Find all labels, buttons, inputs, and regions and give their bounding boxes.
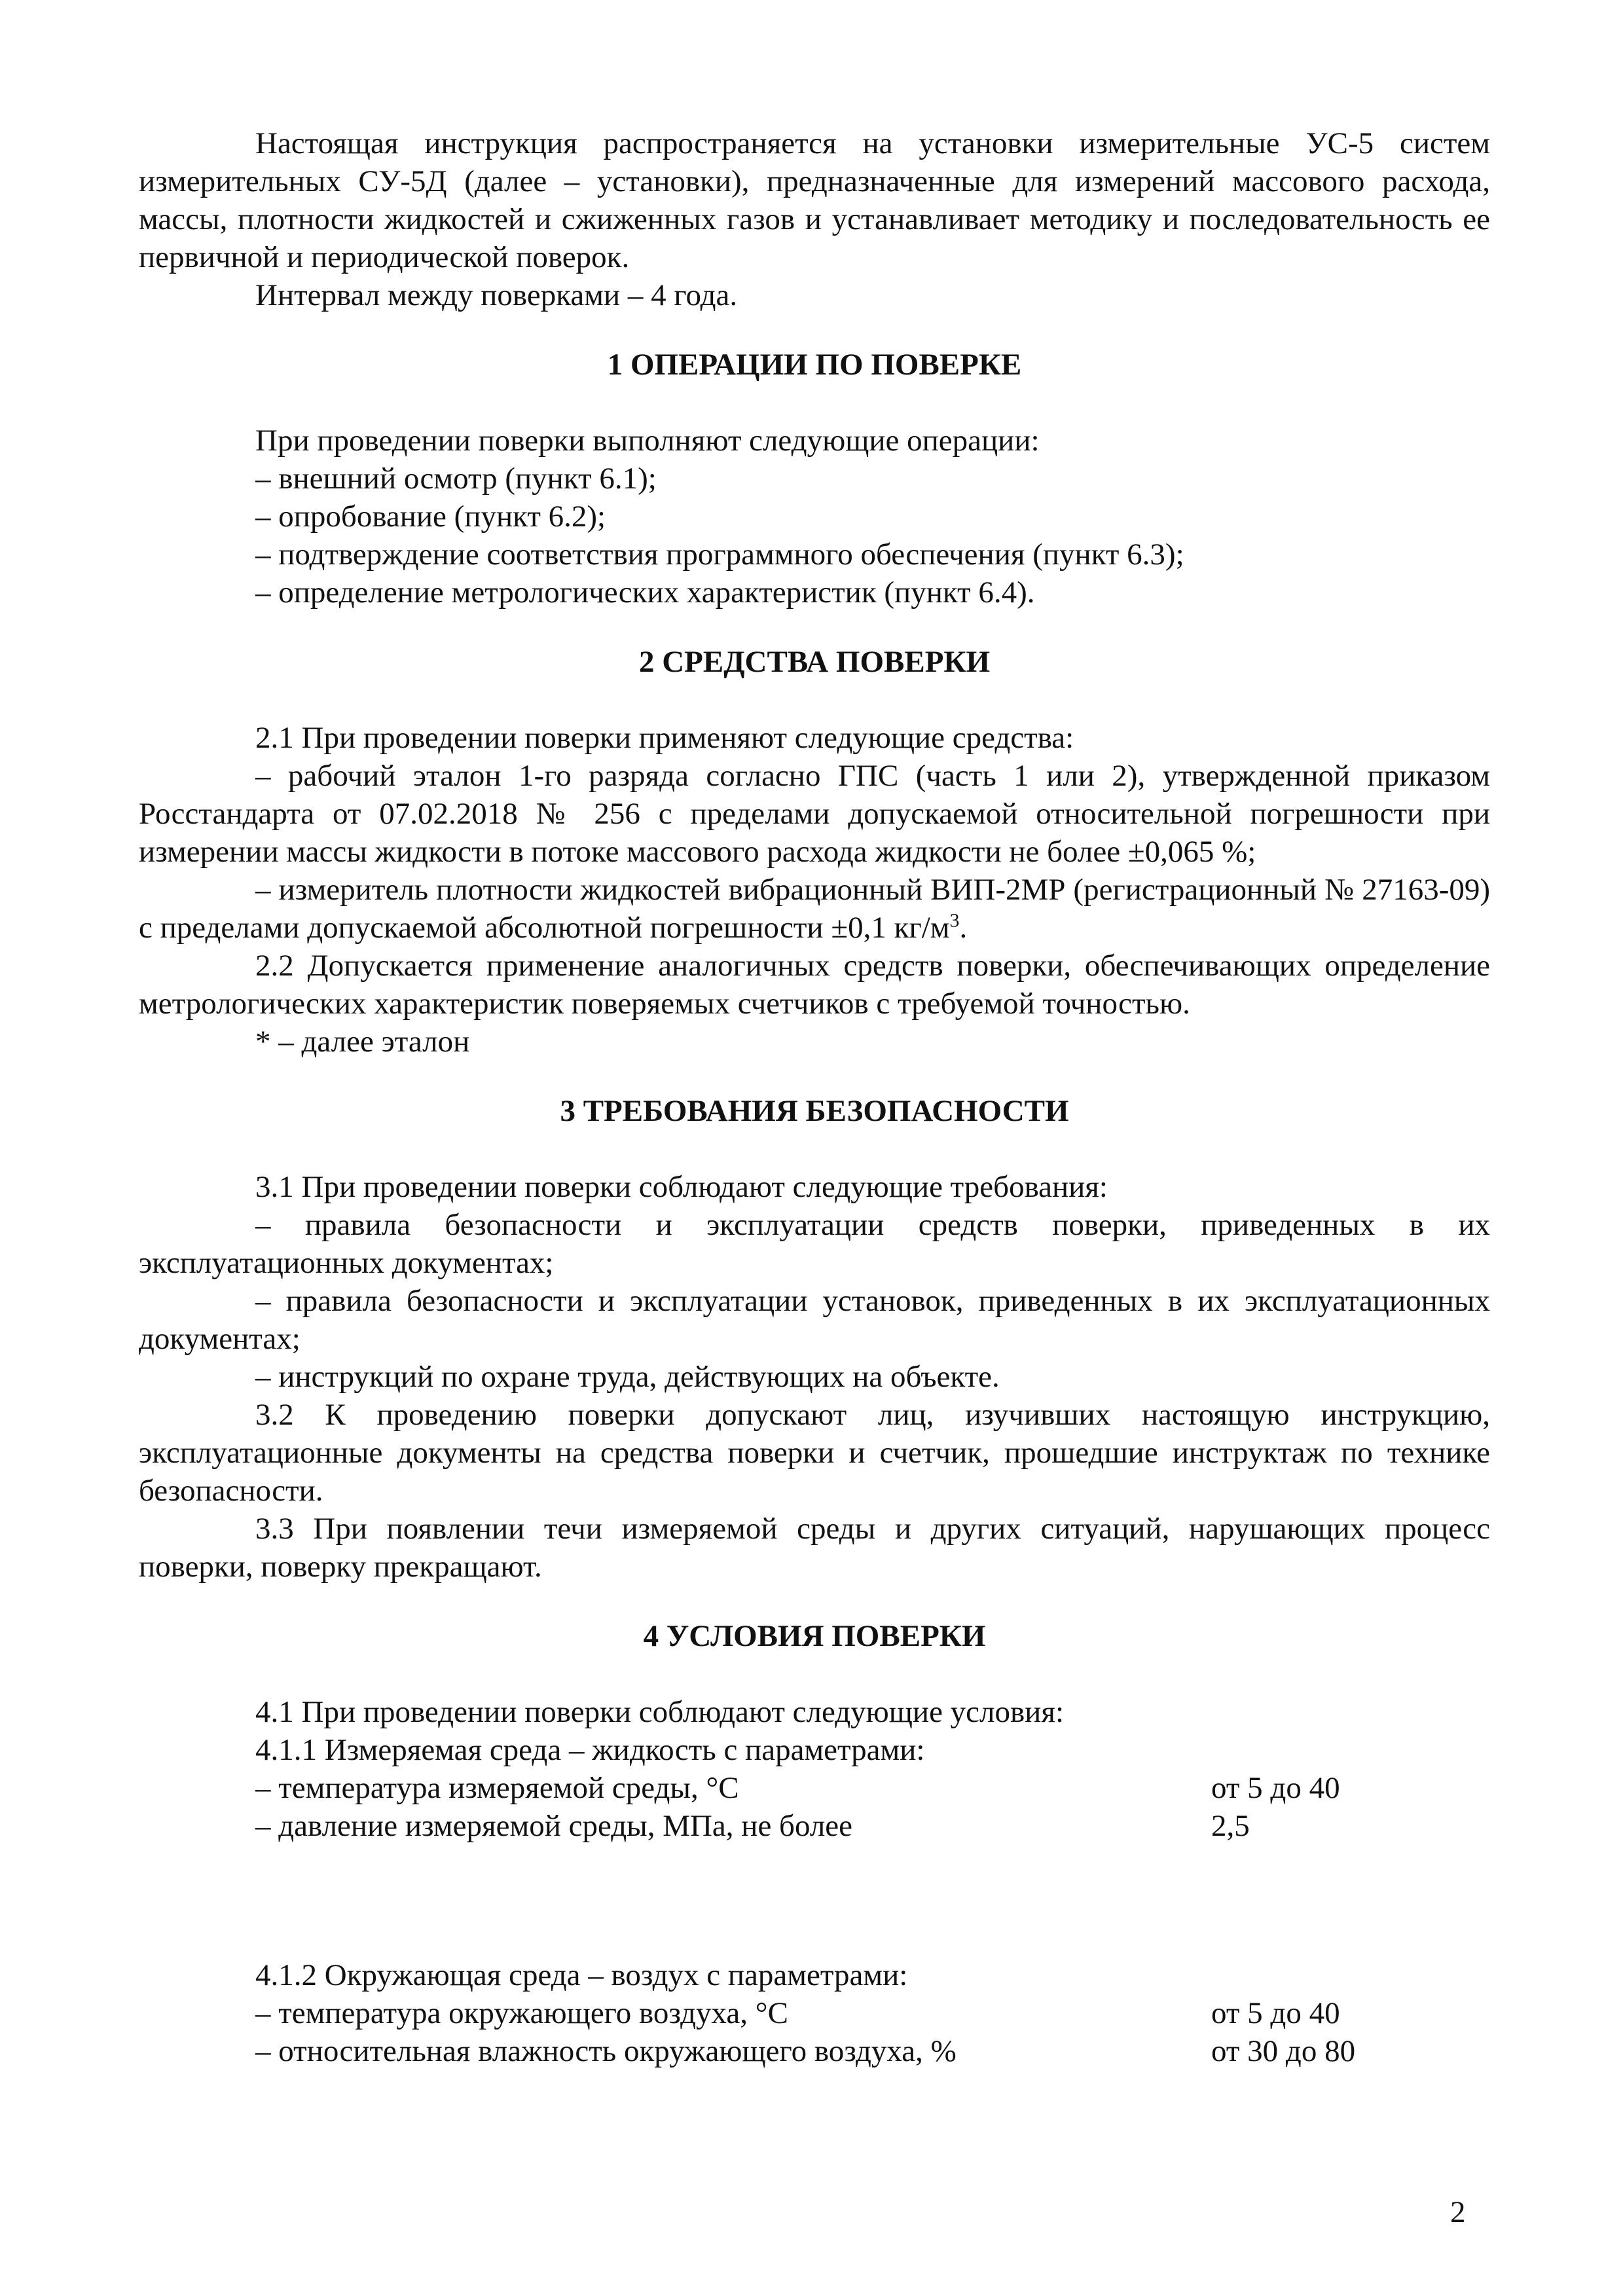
section-4-1-1-paragraph: 4.1.1 Измеряемая среда – жидкость с параметрами: [255, 1733, 925, 1767]
ambient-temperature-row [139, 1994, 1490, 2032]
section-3-3-paragraph: 3.3 При появлении течи измеряемой среды и других ситуаций, нарушающих процесс поверки, поверку прекращают. [139, 1512, 1490, 1584]
param-value: от 5 до 40 [1211, 1996, 1340, 2030]
param-value: 2,5 [1211, 1809, 1250, 1843]
document-page [139, 124, 1490, 2070]
section-1-title: 1 ОПЕРАЦИИ ПО ПОВЕРКЕ [607, 348, 1022, 382]
section-1-item: – внешний осмотр (пункт 6.1); [255, 462, 657, 496]
section-2-title: 2 СРЕДСТВА ПОВЕРКИ [638, 645, 991, 679]
param-label: – температура окружающего воздуха, °С [255, 1996, 788, 2030]
param-value: от 30 до 80 [1211, 2034, 1356, 2068]
section-2-item-reference-standard: – рабочий эталон 1-го разряда согласно ГПС (часть 1 или 2), утвержденной приказом Росстандарта от 07.02.2018 № 256 с пределами допускаемой относительной погрешности при измерении массы жидкости в потоке массового расхода жидкости не более ±0,065 %; [139, 759, 1490, 869]
param-label: – относительная влажность окружающего воздуха, % [255, 2034, 957, 2068]
section-3-item: – правила безопасности и эксплуатации установок, приведенных в их эксплуатационных документах; [139, 1284, 1490, 1356]
section-1-item: – опробование (пункт 6.2); [255, 500, 606, 534]
density-unit-exponent: 3 [949, 909, 960, 932]
section-2-footnote: * – далее эталон [255, 1025, 470, 1059]
measured-medium-temperature-row [139, 1769, 1490, 1807]
section-4-title: 4 УСЛОВИЯ ПОВЕРКИ [643, 1619, 986, 1653]
section-4-1-paragraph: 4.1 При проведении поверки соблюдают следующие условия: [255, 1695, 1065, 1729]
section-4-1-2-paragraph: 4.1.2 Окружающая среда – воздух с параметрами: [255, 1958, 908, 1992]
measured-medium-pressure-row [139, 1807, 1490, 1845]
section-3-item: – инструкций по охране труда, действующих на объекте. [255, 1360, 1000, 1394]
param-value: от 5 до 40 [1211, 1771, 1340, 1805]
param-label: – давление измеряемой среды, МПа, не более [255, 1809, 853, 1843]
section-1-lead: При проведении поверки выполняют следующие операции: [255, 424, 1040, 458]
intro-paragraph: Настоящая инструкция распространяется на установки измерительные УС-5 систем измерительных СУ-5Д (далее – установки), предназначенные для измерений массового расхода, массы, плотности жидкостей и сжиженных газов и устанавливает методику и последовательность ее первичной и периодической поверок. [139, 126, 1490, 274]
section-3-title: 3 ТРЕБОВАНИЯ БЕЗОПАСНОСТИ [560, 1094, 1069, 1128]
section-3-item: – правила безопасности и эксплуатации средств поверки, приведенных в их эксплуатационных документах; [139, 1208, 1490, 1280]
section-2-1-paragraph: 2.1 При проведении поверки применяют следующие средства: [255, 721, 1074, 755]
section-1-item: – определение метрологических характеристик (пункт 6.4). [255, 575, 1035, 610]
ambient-humidity-row [139, 2032, 1490, 2070]
section-3-1-paragraph: 3.1 При проведении поверки соблюдают следующие требования: [255, 1170, 1108, 1204]
page-number: 2 [1450, 2195, 1466, 2229]
section-3-2-paragraph: 3.2 К проведению поверки допускают лиц, изучивших настоящую инструкцию, эксплуатационные документы на средства поверки и счетчик, прошедшие инструктаж по технике безопасности. [139, 1398, 1490, 1508]
density-meter-end: . [959, 911, 968, 945]
density-meter-text: – измеритель плотности жидкостей вибрационный ВИП-2МР (регистрационный № 27163-09) с пределами допускаемой абсолютной погрешности ±0,1 кг/м [139, 873, 1490, 945]
section-1-item: – подтверждение соответствия программного обеспечения (пункт 6.3); [255, 538, 1184, 572]
section-2-item-density-meter [139, 871, 1490, 947]
section-2-2-paragraph: 2.2 Допускается применение аналогичных средств поверки, обеспечивающих определение метрологических характеристик поверяемых счетчиков с требуемой точностью. [139, 949, 1490, 1021]
verification-interval: Интервал между поверками – 4 года. [255, 278, 738, 312]
param-label: – температура измеряемой среды, °С [255, 1771, 739, 1805]
blank-space [139, 1845, 1490, 1956]
